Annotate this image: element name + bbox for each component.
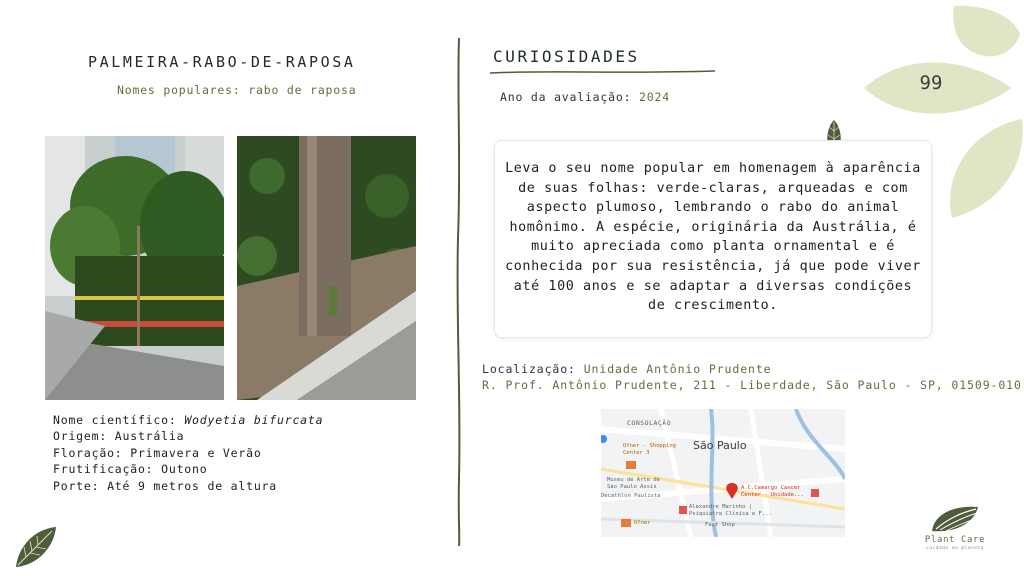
map-city: São Paulo [693, 439, 747, 452]
plant-photo-trunk [237, 136, 416, 400]
map-district: CONSOLAÇÃO [627, 419, 672, 427]
location-label: Localização: [482, 362, 584, 376]
map-hospital [741, 485, 804, 499]
map-hospital-line1: A.C.Camargo Cancer [741, 485, 801, 491]
map-mall-line2: Center 3 [623, 450, 650, 456]
location-value[interactable]: Unidade Antônio Prudente [583, 362, 772, 376]
map-clinic-line1: Alexandre Marinho | [689, 504, 752, 510]
location [482, 361, 1022, 393]
location-line [482, 361, 1022, 377]
map-museum [607, 477, 660, 491]
plant-care-logo-icon [930, 503, 980, 533]
map-hospital-line2: Center - Unidade... [741, 492, 804, 498]
scientific-value: Wodyetia bifurcata [184, 413, 324, 427]
popular-names: Nomes populares: rabo de raposa [117, 83, 357, 97]
score-value: 99 [919, 72, 943, 94]
title-underline [490, 68, 715, 76]
map-decathlon: Decathlon Paulista [601, 493, 661, 499]
map-clinic-line2: Psiquiatra Clínica e F... [689, 511, 772, 517]
map-museum-line1: Museu de Arte de [607, 477, 660, 483]
year-label: Ano da avaliação: [500, 90, 640, 104]
location-map[interactable] [601, 409, 845, 537]
scientific-name [53, 412, 323, 428]
brand-name: Plant Care [924, 535, 986, 545]
address: R. Prof. Antônio Prudente, 211 - Liberdade, São Paulo - SP, 01509-010 [482, 378, 1022, 392]
evaluation-year [500, 90, 670, 104]
map-shop: Ofner [634, 520, 651, 526]
curiosities-title: CURIOSIDADES [493, 47, 640, 66]
map-clinic [689, 504, 772, 518]
plant-title: PALMEIRA-RABO-DE-RAPOSA [88, 53, 356, 71]
size: Porte: Até 9 metros de altura [53, 478, 277, 493]
scientific-label: Nome científico: [53, 413, 185, 427]
fruiting: Frutificação: Outono [53, 462, 208, 477]
leaf-icon [12, 523, 60, 571]
flowering: Floração: Primavera e Verão [53, 445, 262, 460]
vertical-divider [455, 38, 463, 546]
year-value: 2024 [639, 90, 670, 104]
map-museum-line2: São Paulo Assis [607, 484, 657, 490]
plant-photo-street [45, 136, 224, 400]
plant-info [53, 412, 323, 494]
map-mall [623, 443, 676, 457]
origin: Origem: Austrália [53, 429, 185, 444]
map-fastshop: Fast Shop [705, 522, 735, 528]
description-text: Leva o seu nome popular em homenagem à aparência de suas folhas: verde-claras, arqueadas e com aspecto plumoso, lembrando o rabo do animal homônimo. A espécie, originária da Austrália, é muito apreciada como planta ornamental e é conhecida por sua resistência, já que pode viver até 100 anos e se adaptar a diversas condições de crescimento. [505, 161, 921, 314]
brand-tagline: cuidado ao planeta [926, 546, 984, 551]
map-mall-line1: Ofner - Shopping [623, 443, 676, 449]
decorative-leaves [862, 4, 1024, 224]
